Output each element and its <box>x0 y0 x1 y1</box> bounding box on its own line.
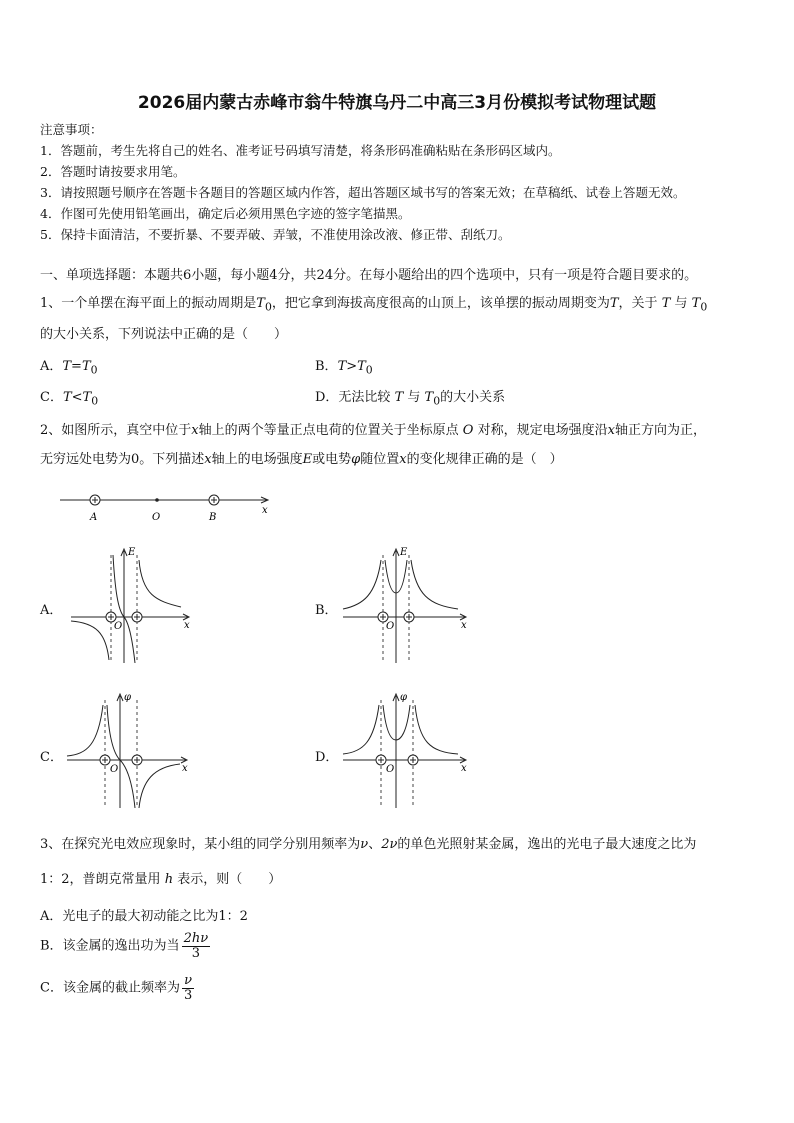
charge-a-icon <box>90 495 100 505</box>
q1-var-t0: T <box>691 296 701 311</box>
q2-var: O <box>462 423 474 438</box>
charge-b-icon <box>209 495 219 505</box>
q1-text-a: 1、一个单摆在海平面上的振动周期是 <box>40 296 257 311</box>
note-item-1: 1．答题前，考生先将自己的姓名、准考证号码填写清楚，将条形码准确粘贴在条形码区域内。 <box>40 143 561 158</box>
axis-label-e: E <box>400 547 408 558</box>
question-1-line-2: 的大小关系，下列说法中正确的是（ ） <box>40 327 288 342</box>
note-item-4: 4．作图可先使用铅笔画出，确定后必须用黑色字迹的签字笔描黑。 <box>40 206 411 221</box>
q2-var: φ <box>351 452 361 467</box>
q1-sub: 0 <box>433 394 441 408</box>
graph-option-a[interactable] <box>66 545 196 665</box>
option-text: 与 <box>407 390 421 405</box>
q2-var: x <box>399 452 407 467</box>
fraction-numerator: 2hν <box>183 931 209 946</box>
q3-text: 3、在探究光电效应现象时，某小组的同学分别用频率为 <box>40 837 361 852</box>
option-letter: C． <box>40 390 63 405</box>
q3-var: h <box>164 872 174 887</box>
q1-option-a[interactable] <box>40 355 98 377</box>
question-3-line-1 <box>40 833 696 852</box>
q3-option-b[interactable] <box>40 932 210 960</box>
axis-label-phi: φ <box>124 692 132 703</box>
question-1-line-1 <box>40 292 707 314</box>
q1-sub: 0 <box>700 300 708 314</box>
q2-option-a-label[interactable]: A． <box>40 603 63 618</box>
option-value: T<T <box>62 390 92 405</box>
q3-text: 的单色光照射某金属，逸出的光电子最大速度之比为 <box>397 837 697 852</box>
q2-var: x <box>191 423 199 438</box>
q3-text: 表示，则（ ） <box>177 872 282 887</box>
graph-option-c[interactable] <box>62 690 192 810</box>
option-value: T>T <box>337 359 366 374</box>
question-3-line-2 <box>40 868 281 887</box>
fraction-numerator: ν <box>182 974 194 989</box>
q2-var: E <box>302 452 313 467</box>
option-text: 的大小关系 <box>440 390 506 405</box>
q1-var-t0: T <box>424 390 434 405</box>
q1-option-d[interactable] <box>315 386 505 408</box>
section-heading: 一、单项选择题：本题共6小题，每小题4分，共24分。在每小题给出的四个选项中，只有一项是符合题目要求的。 <box>40 268 698 283</box>
notes-heading: 注意事项： <box>40 122 103 137</box>
q1-text-d: 与 <box>674 296 688 311</box>
option-value: T=T <box>62 359 91 374</box>
axis-label-o: O <box>386 764 395 775</box>
fraction <box>182 974 194 1002</box>
question-2-line-2 <box>40 448 563 467</box>
label-o: O <box>152 512 161 523</box>
axis-label-x: x <box>461 763 467 774</box>
axis-label-x: x <box>182 763 188 774</box>
note-item-3: 3．请按照题号顺序在答题卡各题目的答题区域内作答，超出答题区域书写的答案无效；在草稿纸、试卷上答题无效。 <box>40 185 686 200</box>
option-letter: A． <box>40 359 63 374</box>
fraction <box>182 932 211 960</box>
q1-text-b: ，把它拿到海拔高度很高的山顶上，该单摆的振动周期变为 <box>271 296 610 311</box>
q1-option-c[interactable] <box>40 386 98 408</box>
q1-text-c: ，关于 <box>618 296 658 311</box>
option-text: C．该金属的截止频率为 <box>40 980 180 996</box>
q2-text: 轴上的电场强度 <box>211 452 303 467</box>
q1-var-t: T <box>661 296 671 311</box>
axis-label-e: E <box>128 547 136 558</box>
q2-text: 的变化规律正确的是（ ） <box>406 452 563 467</box>
axis-label-o: O <box>110 764 119 775</box>
q3-var: ν <box>360 837 369 852</box>
q1-var-t: T <box>609 296 619 311</box>
fraction-denominator: 3 <box>191 945 200 961</box>
q1-sub: 0 <box>90 363 98 377</box>
q3-option-a[interactable]: A．光电子的最大初动能之比为1：2 <box>40 909 248 924</box>
origin-dot <box>155 498 159 502</box>
label-a: A <box>90 512 98 523</box>
q3-option-c[interactable] <box>40 974 194 1002</box>
graph-option-b[interactable] <box>338 545 473 665</box>
q3-var: 2ν <box>381 837 398 852</box>
q3-text: 1：2，普朗克常量用 <box>40 872 161 887</box>
q2-text: 轴上的两个等量正点电荷的位置关于坐标原点 <box>198 423 459 438</box>
q1-var-t0: T <box>256 296 265 311</box>
q1-sub: 0 <box>91 394 99 408</box>
axis-label-o: O <box>386 621 395 632</box>
option-text: D．无法比较 <box>315 390 391 405</box>
q1-var-t: T <box>394 390 404 405</box>
q2-text: 2、如图所示，真空中位于 <box>40 423 192 438</box>
axis-label-phi: φ <box>400 692 408 703</box>
q2-var: x <box>204 452 212 467</box>
page-title: 2026届内蒙古赤峰市翁牛特旗乌丹二中高三3月份模拟考试物理试题 <box>137 93 657 113</box>
option-text: B．该金属的逸出功为当 <box>40 938 180 954</box>
q2-option-b-label[interactable]: B． <box>315 603 338 618</box>
q2-text: 对称，规定电场强度沿 <box>477 423 608 438</box>
label-x: x <box>262 505 268 516</box>
q3-text: 、 <box>368 837 382 852</box>
q2-text: 轴正方向为正， <box>614 423 706 438</box>
q2-option-c-label[interactable]: C． <box>40 750 63 765</box>
label-b: B <box>209 512 217 523</box>
q1-sub: 0 <box>264 300 272 314</box>
axis-label-o: O <box>114 621 123 632</box>
q1-sub: 0 <box>365 363 373 377</box>
axis-label-x: x <box>184 620 190 631</box>
question-2-line-1 <box>40 419 706 438</box>
q2-text: 无穷远处电势为0。下列描述 <box>40 452 205 467</box>
fraction-denominator: 3 <box>183 987 193 1003</box>
charge-axis-figure <box>55 488 285 524</box>
axis-label-x: x <box>461 620 467 631</box>
option-letter: B． <box>315 359 338 374</box>
q2-text: 或电势 <box>312 452 352 467</box>
q2-var: x <box>607 423 615 438</box>
q2-option-d-label[interactable]: D． <box>315 750 339 765</box>
note-item-5: 5．保持卡面清洁，不要折暴、不要弄破、弄皱，不准使用涂改液、修正带、刮纸刀。 <box>40 227 511 242</box>
q2-text: 随位置 <box>360 452 400 467</box>
q1-option-b[interactable] <box>315 355 373 377</box>
note-item-2: 2．答题时请按要求用笔。 <box>40 164 186 179</box>
graph-option-d[interactable] <box>338 690 473 810</box>
